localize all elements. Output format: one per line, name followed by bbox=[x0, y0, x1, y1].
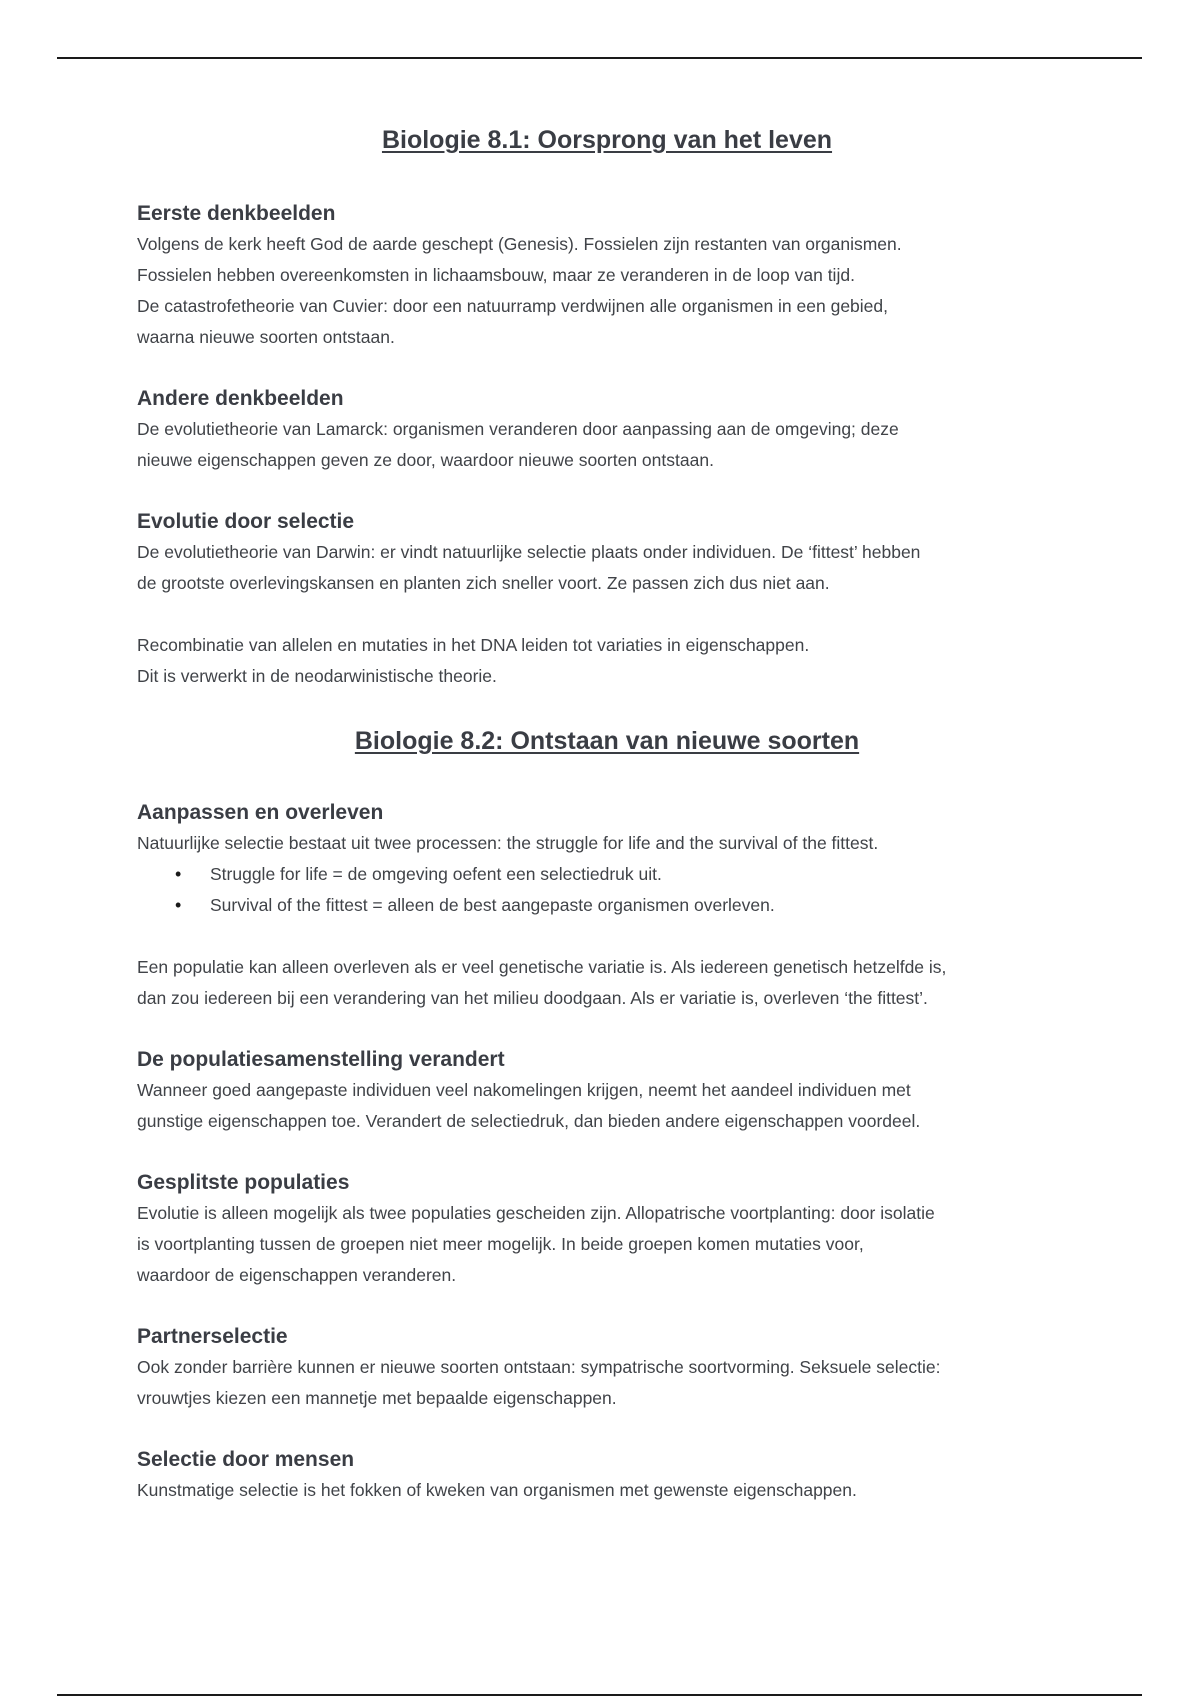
paragraph-line: De evolutietheorie van Lamarck: organismen veranderen door aanpassing aan de omgeving; deze bbox=[137, 419, 899, 439]
paragraph-line: Volgens de kerk heeft God de aarde geschept (Genesis). Fossielen zijn restanten van organismen. bbox=[137, 234, 902, 254]
section-heading: De populatiesamenstelling verandert bbox=[137, 1048, 505, 1071]
section-heading: Eerste denkbeelden bbox=[137, 202, 336, 225]
section-heading: Selectie door mensen bbox=[137, 1448, 355, 1471]
section-selectie-door-mensen bbox=[137, 1445, 1077, 1506]
section-heading: Evolutie door selectie bbox=[137, 510, 355, 533]
paragraph-line: De catastrofetheorie van Cuvier: door een natuurramp verdwijnen alle organismen in een gebied, bbox=[137, 296, 888, 316]
document-body bbox=[137, 125, 1077, 1506]
bottom-rule bbox=[57, 1694, 1142, 1696]
section-eerste-denkbeelden bbox=[137, 199, 1077, 353]
paragraph-line: Een populatie kan alleen overleven als er veel genetische variatie is. Als iedereen genetisch hetzelfde is, bbox=[137, 957, 947, 977]
page-title-8-1: Biologie 8.1: Oorsprong van het leven bbox=[381, 126, 833, 154]
paragraph-line: Ook zonder barrière kunnen er nieuwe soorten ontstaan: sympatrische soortvorming. Seksuele selectie: bbox=[137, 1357, 941, 1377]
paragraph-line: nieuwe eigenschappen geven ze door, waardoor nieuwe soorten ontstaan. bbox=[137, 450, 714, 470]
section-populatiesamenstelling bbox=[137, 1045, 1077, 1137]
paragraph-line: Fossielen hebben overeenkomsten in lichaamsbouw, maar ze veranderen in de loop van tijd. bbox=[137, 265, 855, 285]
section-heading: Aanpassen en overleven bbox=[137, 801, 384, 824]
paragraph-line: gunstige eigenschappen toe. Verandert de selectiedruk, dan bieden andere eigenschappen voordeel. bbox=[137, 1111, 921, 1131]
paragraph-line: Evolutie is alleen mogelijk als twee populaties gescheiden zijn. Allopatrische voortplanting: door isolatie bbox=[137, 1203, 935, 1223]
section-evolutie-door-selectie bbox=[137, 507, 1077, 599]
top-rule bbox=[57, 57, 1142, 59]
paragraph-line: Natuurlijke selectie bestaat uit twee processen: the struggle for life and the survival of the fittest. bbox=[137, 833, 879, 853]
paragraph-line: dan zou iedereen bij een verandering van het milieu doodgaan. Als er variatie is, overleven ‘the fittest’. bbox=[137, 988, 928, 1008]
bullet-list bbox=[137, 859, 1077, 921]
paragraph-line: is voortplanting tussen de groepen niet meer mogelijk. In beide groepen komen mutaties voor, bbox=[137, 1234, 864, 1254]
paragraph-line: Dit is verwerkt in de neodarwinistische theorie. bbox=[137, 666, 497, 686]
list-item: • Survival of the fittest = alleen de best aangepaste organismen overleven. bbox=[210, 890, 1077, 921]
section-neodarwinisme bbox=[137, 630, 1077, 692]
section-andere-denkbeelden bbox=[137, 384, 1077, 476]
paragraph-line: Recombinatie van allelen en mutaties in het DNA leiden tot variaties in eigenschappen. bbox=[137, 635, 810, 655]
page-title-8-2: Biologie 8.2: Ontstaan van nieuwe soorten bbox=[354, 727, 860, 755]
paragraph-line: vrouwtjes kiezen een mannetje met bepaalde eigenschappen. bbox=[137, 1388, 617, 1408]
section-heading: Partnerselectie bbox=[137, 1325, 288, 1348]
paragraph-line: Kunstmatige selectie is het fokken of kweken van organismen met gewenste eigenschappen. bbox=[137, 1480, 857, 1500]
section-gesplitste-populaties bbox=[137, 1168, 1077, 1291]
paragraph-line: waardoor de eigenschappen veranderen. bbox=[137, 1265, 457, 1285]
paragraph-line: Wanneer goed aangepaste individuen veel nakomelingen krijgen, neemt het aandeel individuen met bbox=[137, 1080, 911, 1100]
section-genetische-variatie bbox=[137, 952, 1077, 1014]
section-partnerselectie bbox=[137, 1322, 1077, 1414]
list-item: • Struggle for life = de omgeving oefent een selectiedruk uit. bbox=[210, 859, 1077, 890]
section-heading: Gesplitste populaties bbox=[137, 1171, 350, 1194]
paragraph-line: De evolutietheorie van Darwin: er vindt natuurlijke selectie plaats onder individuen. De ‘fittest’ hebben bbox=[137, 542, 921, 562]
section-heading: Andere denkbeelden bbox=[137, 387, 344, 410]
paragraph-line: waarna nieuwe soorten ontstaan. bbox=[137, 327, 395, 347]
section-aanpassen-en-overleven bbox=[137, 798, 1077, 921]
paragraph-line: de grootste overlevingskansen en planten zich sneller voort. Ze passen zich dus niet aan. bbox=[137, 573, 830, 593]
